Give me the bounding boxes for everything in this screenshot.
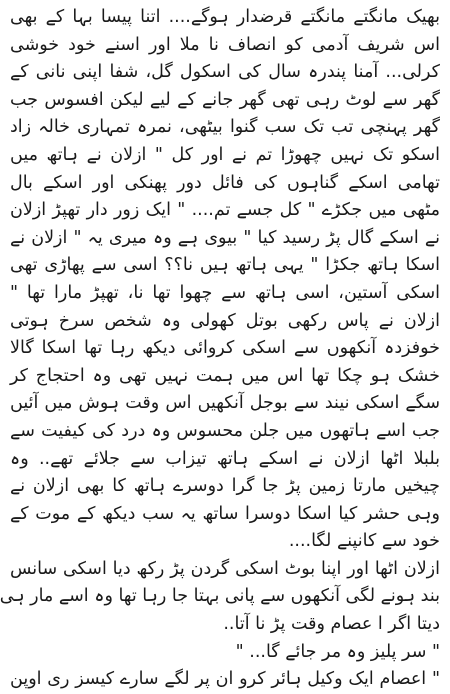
- text-line: چیخیں مارتا زمین پڑ جا گرا دوسرے ہاتھ کا بھی ازلان نے: [10, 476, 440, 497]
- text-line: گھر سے لوٹ رہی تھی گھر جانے کے لیے لیکن افسوس جب: [10, 89, 440, 110]
- text-line: نے اسکے گال پڑ رسید کیا " بیوی ہے وہ میری یہ " ازلان نے: [10, 227, 440, 248]
- text-line: اس شریف آدمی کو انصاف نا ملا اور اسنے خود خوشی: [10, 34, 440, 55]
- text-line: خوفزدہ آنکھوں سے اسکی کروائی دیکھ رہا تھا اسکا گالا: [10, 338, 440, 359]
- text-line: بند ہونے لگی آنکھوں سے پانی بہتا جا رہا تھا وہ اسے مار ہی: [0, 586, 440, 607]
- text-line: وہی حشر کیا اسکا دوسرا ساتھ یہ سب دیکھ کے موت کے: [10, 503, 440, 524]
- text-line: دیتا اگر ا عصام وقت پڑ نا آتا..: [223, 614, 440, 635]
- text-line: خشک ہو چکا تھا اس میں ہمت نہیں تھی وہ احتجاج کر: [10, 365, 440, 386]
- text-line: بھیک مانگتے مانگتے قرضدار ہوگے.... اتنا پیسا بہا کے بھی: [10, 7, 440, 27]
- text-line: اسکا ہاتھ جکڑا " یہی ہاتھ ہیں نا؟؟ اسی سے پھاڑی تھی: [10, 255, 440, 276]
- text-line: سگے اسکی نیند سے بوجل آنکھیں اس وقت ہوش میں آئیں: [10, 393, 440, 414]
- text-line: اسکو تک نہیں چھوڑا تم نے اور کل " ازلان نے ہاتھ میں: [10, 144, 440, 165]
- text-line: ازلان اٹھا اور اپنا بوٹ اسکی گردن پڑ رکھ دیا اسکی سانس: [10, 558, 440, 579]
- text-line: بلبلا اٹھا ازلان نے اسکے ہاتھ تیزاب سے جلائے تھے.. وہ: [10, 448, 440, 469]
- text-line: تھامی اسکے گناہوں کی فائل دور پھنکی اور اسکے بال: [10, 172, 440, 193]
- text-line: " سر پلیز وہ مر جائے گا... ": [235, 641, 440, 662]
- text-line: اسکی آستین، اسی ہاتھ سے چھوا تھا نا، تھپڑ مارا تھا ": [10, 282, 440, 303]
- text-line: " اعصام ایک وکیل ہائر کرو ان پر لگے سارے کیسز ری اوپن: [10, 669, 440, 690]
- text-line: ازلان نے پاس رکھی بوتل کھولی وہ شخص سرخ ہوتی: [10, 310, 440, 331]
- text-line: خود سے کانپنے لگا....: [288, 531, 440, 552]
- text-line: مٹھی میں جکڑے " کل جسے تم.... " ایک زور دار تھپڑ ازلان: [10, 200, 440, 221]
- text-line: کرلی... آمنا پندرہ سال کی اسکول گل، شفا اپنی نانی کے: [10, 62, 440, 83]
- text-line: جب اسے ہاتھوں میں جلن محسوس وہ درد کی کیفیت سے: [10, 420, 440, 441]
- text-line: گھر پہنچی تب تک سب گنوا بیٹھی، نمرہ تمہاری خالہ زاد: [10, 117, 440, 138]
